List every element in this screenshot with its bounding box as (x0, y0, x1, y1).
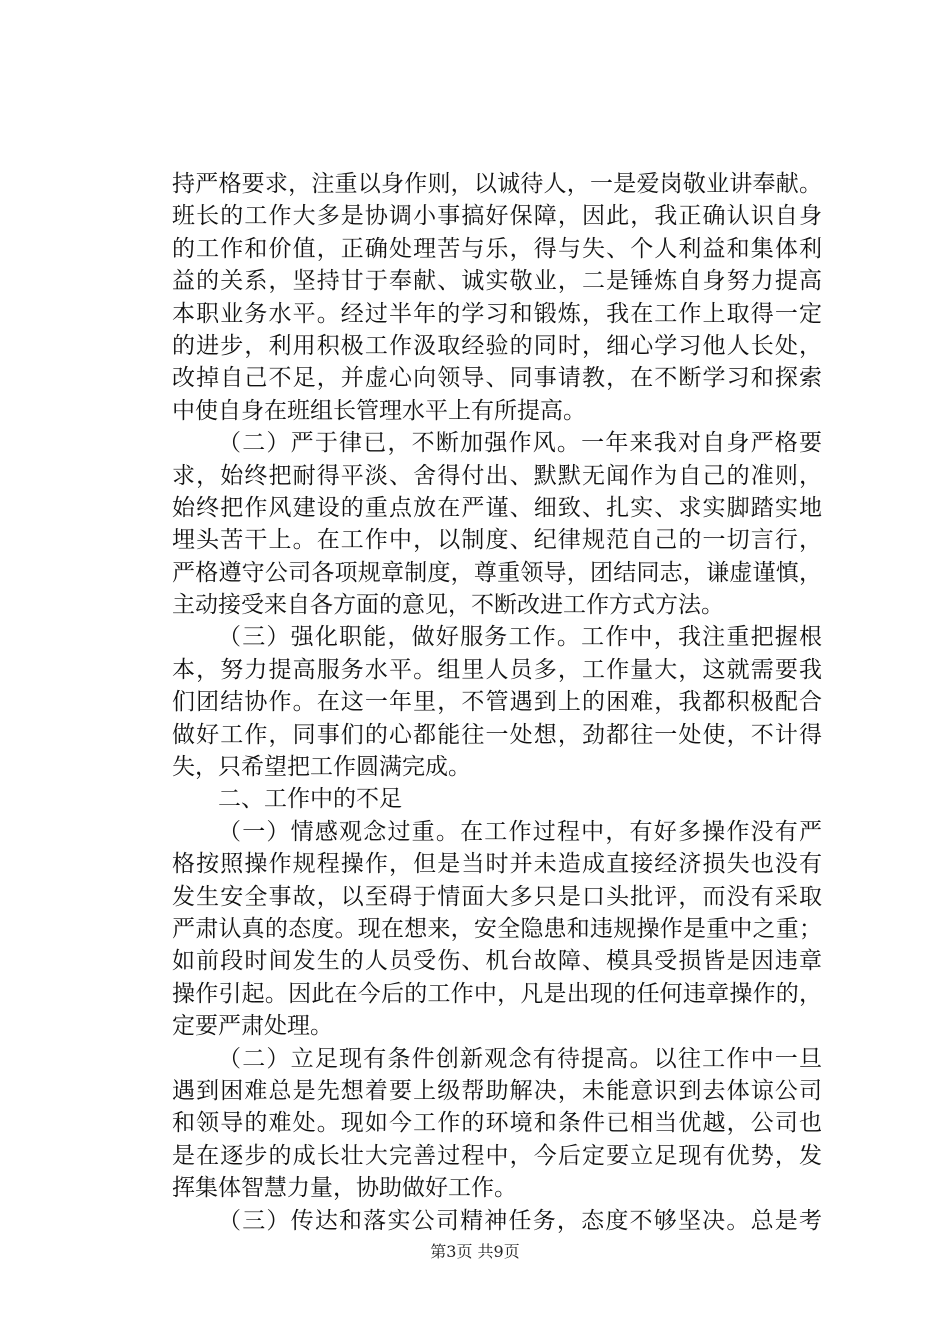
text-line: 益的关系，坚持甘于奉献、诚实敬业，二是锤炼自身努力提高 (172, 268, 822, 295)
text-line: 们团结协作。在这一年里，不管遇到上的困难，我都积极配合 (172, 689, 822, 716)
text-line: 如前段时间发生的人员受伤、机台故障、模具受损皆是因违章 (172, 948, 822, 975)
text-line: 和领导的难处。现如今工作的环境和条件已相当优越，公司也 (172, 1110, 822, 1137)
text-line: 埋头苦干上。在工作中，以制度、纪律规范自己的一切言行， (172, 527, 822, 554)
text-line: 的进步，利用积极工作汲取经验的同时，细心学习他人长处， (172, 332, 822, 359)
text-line: 严肃认真的态度。现在想来，安全隐患和违规操作是重中之重； (172, 915, 822, 942)
text-line: 主动接受来自各方面的意见，不断改进工作方式方法。 (172, 592, 724, 619)
paragraph-start-line: （二）严于律已，不断加强作风。一年来我对自身严格要 (218, 430, 822, 457)
text-line: 严格遵守公司各项规章制度，尊重领导，团结同志，谦虚谨慎， (172, 559, 822, 586)
paragraph-start-line: （三）传达和落实公司精神任务，态度不够坚决。总是考 (218, 1207, 822, 1234)
paragraph-start-line: （三）强化职能，做好服务工作。工作中，我注重把握根 (218, 624, 822, 651)
text-line: 定要严肃处理。 (172, 1013, 333, 1040)
text-line: 班长的工作大多是协调小事搞好保障，因此，我正确认识自身 (172, 203, 822, 230)
text-line: 中使自身在班组长管理水平上有所提高。 (172, 397, 586, 424)
paragraph-start-line: （二）立足现有条件创新观念有待提高。以往工作中一旦 (218, 1045, 822, 1072)
text-line: 发生安全事故，以至碍于情面大多只是口头批评，而没有采取 (172, 883, 822, 910)
text-line: 操作引起。因此在今后的工作中，凡是出现的任何违章操作的， (172, 980, 822, 1007)
body-text (172, 168, 822, 1237)
text-line: 挥集体智慧力量，协助做好工作。 (172, 1175, 517, 1202)
text-line: 改掉自己不足，并虚心向领导、同事请教，在不断学习和探索 (172, 365, 822, 392)
text-line: 失，只希望把工作圆满完成。 (172, 754, 471, 781)
text-line: 持严格要求，注重以身作则，以诚待人，一是爱岗敬业讲奉献。 (172, 171, 822, 197)
text-line: 遇到困难总是先想着要上级帮助解决，未能意识到去体谅公司 (172, 1077, 822, 1104)
text-line: 的工作和价值，正确处理苦与乐，得与失、个人利益和集体利 (172, 235, 822, 262)
section-heading: 二、工作中的不足 (218, 786, 402, 813)
paragraph-start-line: （一）情感观念过重。在工作过程中，有好多操作没有严 (218, 818, 822, 845)
text-line: 本职业务水平。经过半年的学习和锻炼，我在工作上取得一定 (172, 300, 822, 327)
text-line: 本，努力提高服务水平。组里人员多，工作量大，这就需要我 (172, 656, 822, 683)
text-line: 格按照操作规程操作，但是当时并未造成直接经济损失也没有 (172, 851, 822, 878)
text-line: 做好工作，同事们的心都能往一处想，劲都往一处使，不计得 (172, 721, 822, 748)
text-line: 始终把作风建设的重点放在严谨、细致、扎实、求实脚踏实地 (172, 494, 822, 521)
text-line: 是在逐步的成长壮大完善过程中，今后定要立足现有优势，发 (172, 1142, 822, 1169)
page-footer: 第3页 共9页 (430, 1242, 520, 1261)
text-line: 求，始终把耐得平淡、舍得付出、默默无闻作为自己的准则， (172, 462, 822, 489)
